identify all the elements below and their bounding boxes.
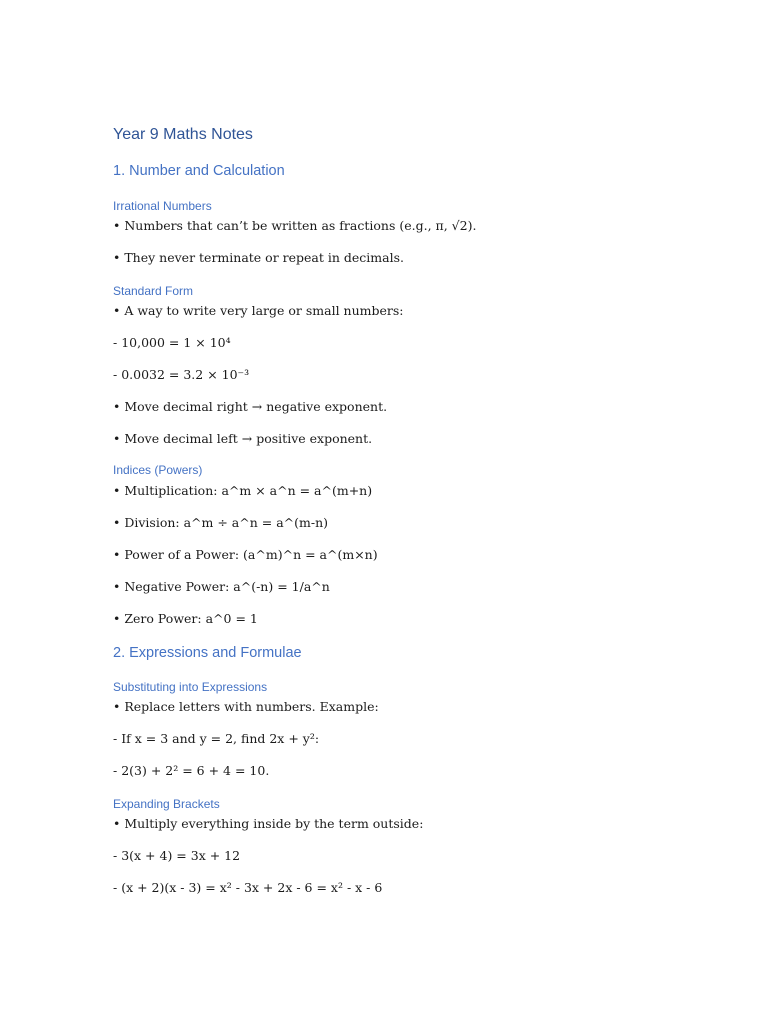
section-heading-number-calculation: 1. Number and Calculation	[113, 163, 285, 179]
text-line: • Numbers that can’t be written as fractions (e.g., π, √2).	[113, 218, 477, 233]
subsection-heading-irrational-numbers: Irrational Numbers	[113, 199, 212, 213]
text-line: • Move decimal right → negative exponent.	[113, 399, 388, 414]
text-line: • Division: a^m ÷ a^n = a^(m-n)	[113, 515, 329, 530]
subsection-heading-indices: Indices (Powers)	[113, 463, 203, 477]
text-line: - 10,000 = 1 × 10⁴	[113, 335, 231, 350]
text-line: • Multiply everything inside by the term outside:	[113, 816, 424, 831]
text-line: - 0.0032 = 3.2 × 10⁻³	[113, 367, 250, 382]
subsection-heading-expanding-brackets: Expanding Brackets	[113, 797, 220, 811]
text-line: - If x = 3 and y = 2, find 2x + y²:	[113, 731, 320, 746]
text-line: - 2(3) + 2² = 6 + 4 = 10.	[113, 763, 270, 778]
document-title: Year 9 Maths Notes	[113, 126, 253, 143]
text-line: • Zero Power: a^0 = 1	[113, 611, 258, 626]
text-line: • They never terminate or repeat in decimals.	[113, 250, 404, 265]
text-line: • Replace letters with numbers. Example:	[113, 699, 379, 714]
text-line: • Multiplication: a^m × a^n = a^(m+n)	[113, 483, 373, 498]
text-line: • Negative Power: a^(-n) = 1/a^n	[113, 579, 330, 594]
subsection-heading-standard-form: Standard Form	[113, 284, 194, 298]
text-line: • A way to write very large or small numbers:	[113, 303, 404, 318]
section-heading-expressions-formulae: 2. Expressions and Formulae	[113, 645, 302, 661]
text-line: • Power of a Power: (a^m)^n = a^(m×n)	[113, 547, 378, 562]
subsection-heading-substituting: Substituting into Expressions	[113, 680, 268, 694]
document-page	[113, 0, 713, 1024]
text-line: - 3(x + 4) = 3x + 12	[113, 848, 241, 863]
text-line: • Move decimal left → positive exponent.	[113, 431, 373, 446]
text-line: - (x + 2)(x - 3) = x² - 3x + 2x - 6 = x² - x - 6	[113, 880, 383, 895]
